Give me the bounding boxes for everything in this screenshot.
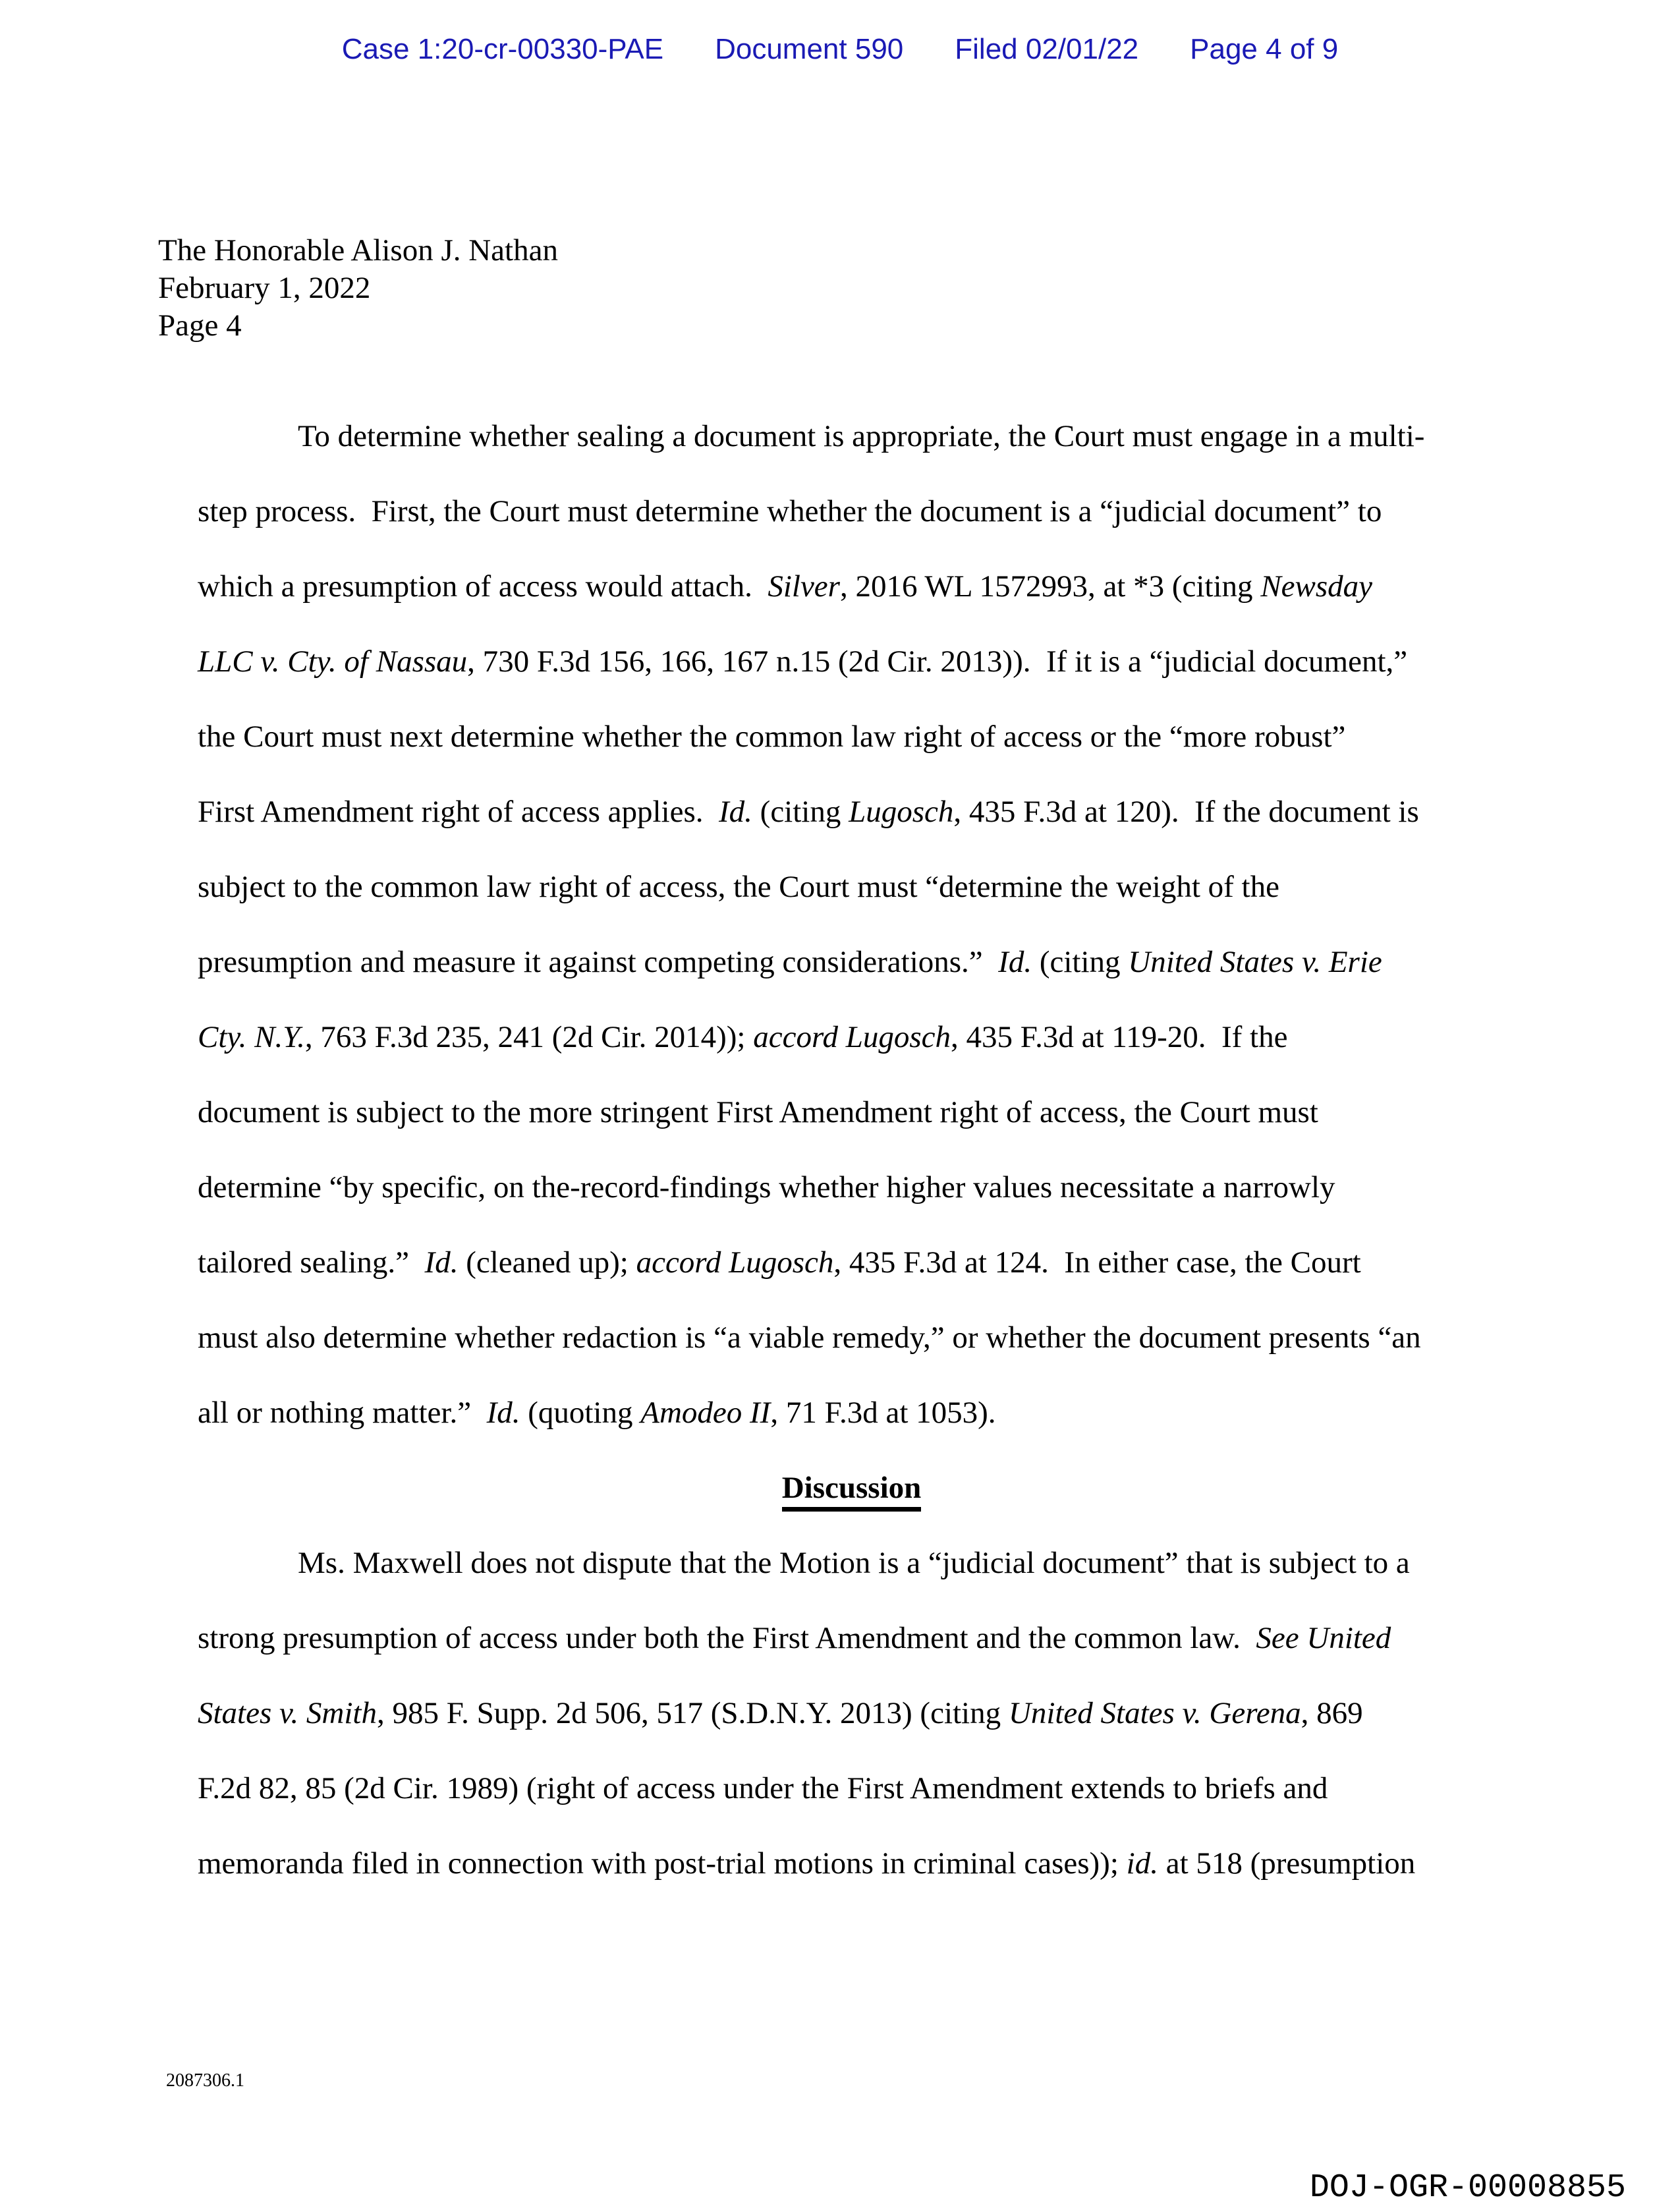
body-text: determine “by specific, on the-record-findings whether higher values necessitate a narrowly xyxy=(198,1170,1335,1205)
body-text: (quoting xyxy=(520,1396,641,1430)
body-text: presumption and measure it against competing considerations.” xyxy=(198,945,999,979)
body-line xyxy=(198,474,1505,549)
body-text: , 763 F.3d 235, 241 (2d Cir. 2014)); xyxy=(304,1020,754,1054)
body-content xyxy=(198,399,1505,1901)
body-text: which a presumption of access would attach. xyxy=(198,569,768,604)
body-text: , 730 F.3d 156, 166, 167 n.15 (2d Cir. 2013)). If it is a “judicial document,” xyxy=(467,644,1408,679)
citation-italic-text: Amodeo II xyxy=(640,1396,771,1430)
citation-italic-text: Id. xyxy=(424,1245,459,1280)
ecf-filed-date: Filed 02/01/22 xyxy=(955,33,1139,65)
citation-italic-text: LLC v. Cty. of Nassau xyxy=(198,644,468,679)
body-text: tailored sealing.” xyxy=(198,1245,425,1280)
address-block xyxy=(158,232,558,345)
address-date: February 1, 2022 xyxy=(158,271,371,305)
body-line xyxy=(198,1375,1505,1450)
bates-number: DOJ-OGR-00008855 xyxy=(1309,2169,1626,2207)
body-text: , 435 F.3d at 124. In either case, the Court xyxy=(833,1245,1361,1280)
citation-italic-text: United States v. Gerena xyxy=(1008,1696,1301,1730)
body-text: subject to the common law right of access, the Court must “determine the weight of the xyxy=(198,870,1279,904)
ecf-case-number: Case 1:20-cr-00330-PAE xyxy=(341,33,664,65)
body-text: , 71 F.3d at 1053). xyxy=(770,1396,996,1430)
body-line xyxy=(198,1751,1505,1826)
body-text: the Court must next determine whether the common law right of access or the “more robust” xyxy=(198,720,1346,754)
body-text: F.2d 82, 85 (2d Cir. 1989) (right of access under the First Amendment extends to briefs and xyxy=(198,1771,1328,1805)
ecf-page-number: Page 4 of 9 xyxy=(1190,33,1339,65)
body-line xyxy=(198,399,1505,474)
ecf-stamp-header xyxy=(0,33,1680,66)
body-line xyxy=(198,1826,1505,1901)
body-text: (citing xyxy=(1032,945,1129,979)
body-text: , 2016 WL 1572993, at *3 (citing xyxy=(839,569,1261,604)
body-line xyxy=(198,774,1505,849)
section-heading xyxy=(198,1450,1505,1525)
body-text: , 435 F.3d at 119-20. If the xyxy=(951,1020,1288,1054)
body-line xyxy=(198,1525,1505,1601)
body-line xyxy=(198,1150,1505,1225)
footer-document-id: 2087306.1 xyxy=(166,2070,244,2091)
body-line xyxy=(198,624,1505,699)
body-line xyxy=(198,1225,1505,1300)
citation-italic-text: id. xyxy=(1126,1846,1158,1881)
citation-italic-text: Id. xyxy=(998,945,1032,979)
body-text: memoranda filed in connection with post-trial motions in criminal cases)); xyxy=(198,1846,1127,1881)
citation-italic-text: See United xyxy=(1256,1621,1391,1655)
body-line xyxy=(198,1300,1505,1375)
body-line xyxy=(198,549,1505,624)
body-line xyxy=(198,699,1505,774)
citation-italic-text: accord Lugosch xyxy=(753,1020,951,1054)
citation-italic-text: Id. xyxy=(719,795,752,829)
body-text: To determine whether sealing a document is appropriate, the Court must engage in a multi- xyxy=(298,419,1425,453)
body-text: , 435 F.3d at 120). If the document is xyxy=(953,795,1419,829)
citation-italic-text: accord Lugosch xyxy=(636,1245,834,1280)
body-text: step process. First, the Court must determine whether the document is a “judicial document” to xyxy=(198,494,1382,528)
body-text: Ms. Maxwell does not dispute that the Motion is a “judicial document” that is subject to a xyxy=(298,1546,1410,1580)
citation-italic-text: Id. xyxy=(486,1396,520,1430)
body-text: (citing xyxy=(752,795,849,829)
citation-italic-text: Newsday xyxy=(1260,569,1373,604)
body-text: , 985 F. Supp. 2d 506, 517 (S.D.N.Y. 2013) (citing xyxy=(376,1696,1009,1730)
citation-italic-text: United States v. Erie xyxy=(1128,945,1382,979)
body-text: (cleaned up); xyxy=(458,1245,636,1280)
body-text: all or nothing matter.” xyxy=(198,1396,487,1430)
body-text: must also determine whether redaction is “a viable remedy,” or whether the document presents “an xyxy=(198,1320,1421,1355)
body-text: strong presumption of access under both the First Amendment and the common law. xyxy=(198,1621,1256,1655)
citation-italic-text: Cty. N.Y. xyxy=(198,1020,305,1054)
body-line xyxy=(198,1000,1505,1075)
body-text: , 869 xyxy=(1301,1696,1363,1730)
body-text: First Amendment right of access applies. xyxy=(198,795,719,829)
body-line xyxy=(198,1601,1505,1676)
body-text: document is subject to the more stringent First Amendment right of access, the Court must xyxy=(198,1095,1318,1129)
citation-italic-text: States v. Smith xyxy=(198,1696,377,1730)
citation-italic-text: Lugosch xyxy=(849,795,954,829)
body-line xyxy=(198,1075,1505,1150)
citation-italic-text: Silver xyxy=(768,569,840,604)
ecf-document-number: Document 590 xyxy=(715,33,904,65)
section-heading-text: Discussion xyxy=(782,1471,922,1512)
address-page-label: Page 4 xyxy=(158,308,242,343)
body-line xyxy=(198,924,1505,1000)
body-text: at 518 (presumption xyxy=(1158,1846,1416,1881)
body-line xyxy=(198,849,1505,924)
address-recipient: The Honorable Alison J. Nathan xyxy=(158,233,558,268)
body-line xyxy=(198,1676,1505,1751)
